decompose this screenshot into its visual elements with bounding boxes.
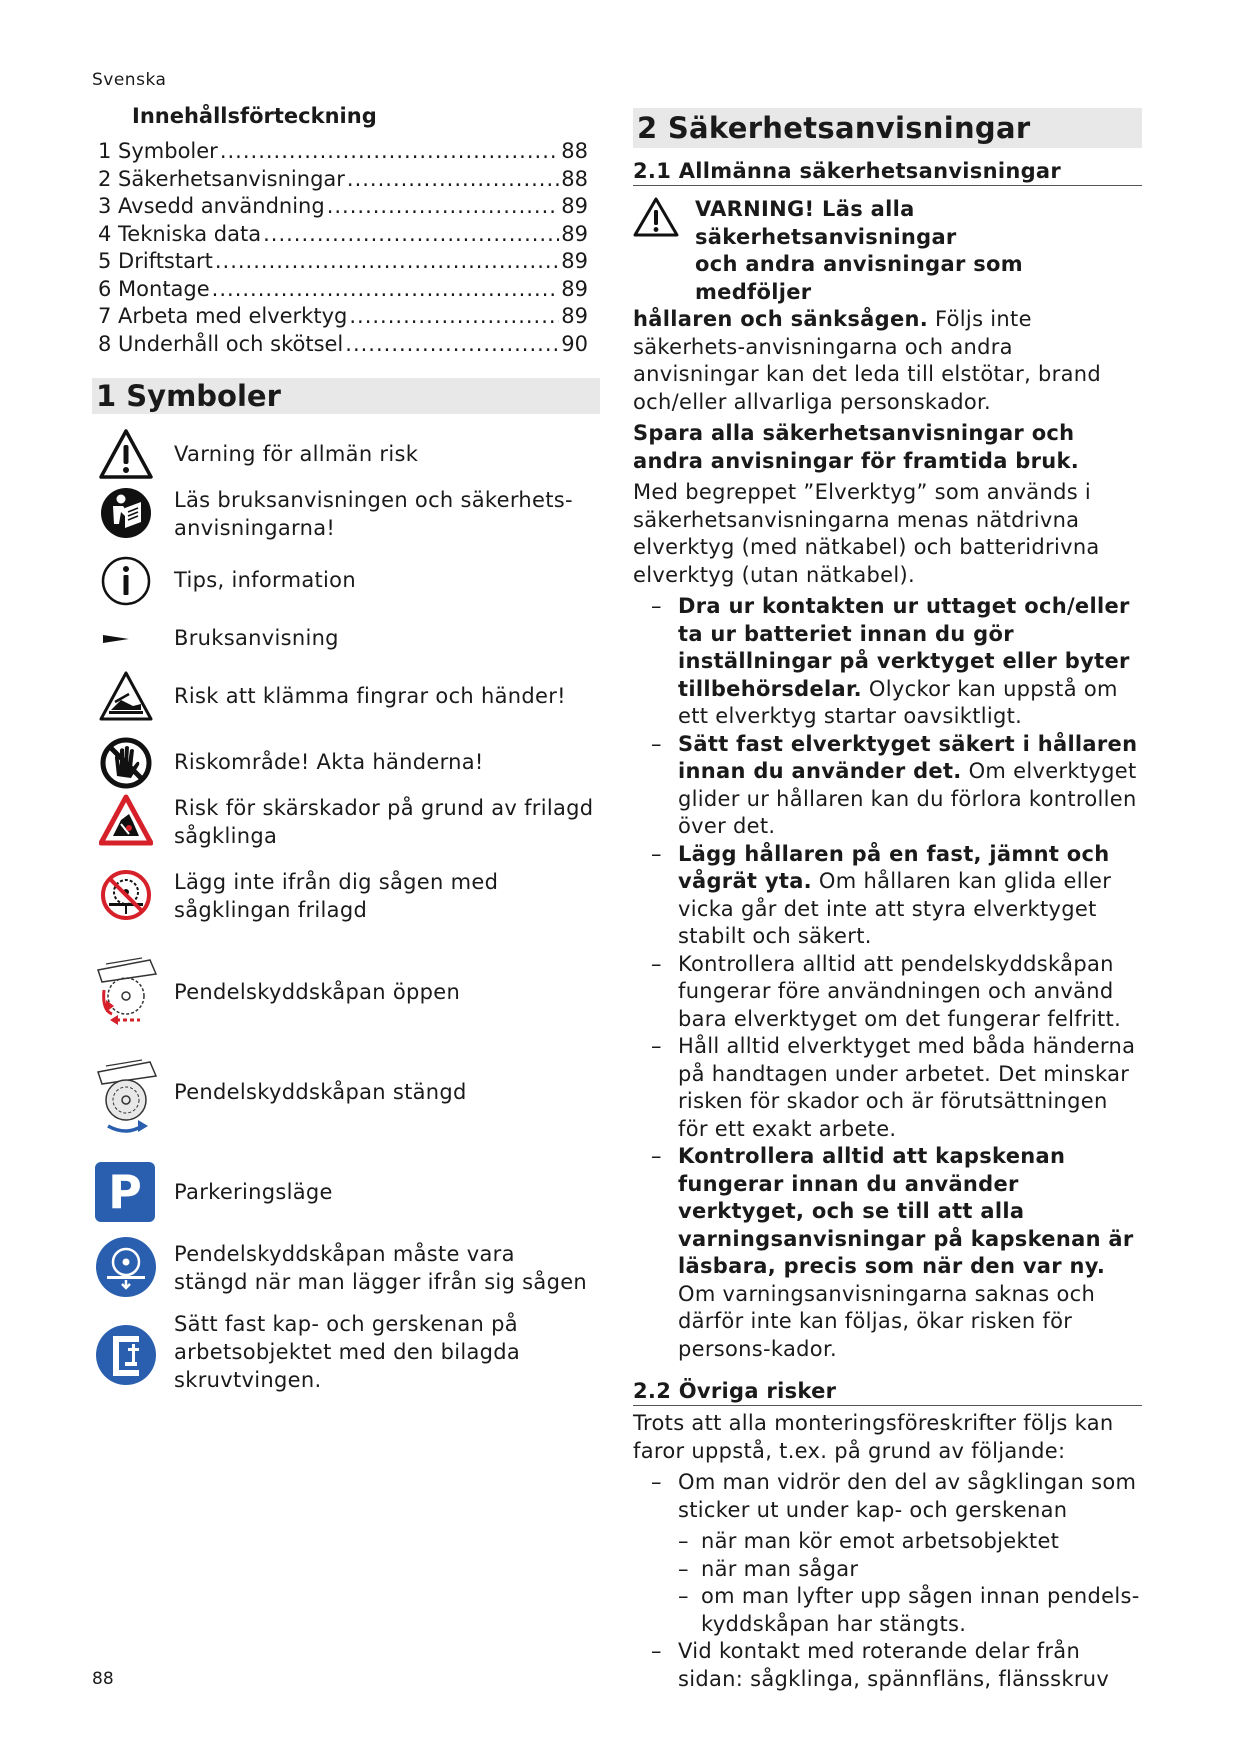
- warning-triangle-icon: [99, 428, 153, 482]
- right-column: [633, 108, 1142, 1693]
- page-number: 88: [92, 1669, 114, 1689]
- symbol-text: Sätt fast kap- och gerskenan på arbetsobjektet med den bilagda skruvtvingen.: [174, 1312, 521, 1392]
- warning-line-2: och andra anvisningar som medföljer: [695, 252, 1023, 304]
- symbol-text: Risk för skärskador på grund av frilagd sågklinga: [174, 796, 594, 848]
- safety-item: – Lägg hållaren på en fast, jämnt och vågrät yta. Om hållaren kan glida eller vicka går det inte att styra elverktyget stabilt och säkert.: [651, 841, 1112, 948]
- symbols-heading: 1 Symboler: [92, 378, 600, 414]
- warning-block: [633, 196, 1142, 416]
- symbol-text: Varning för allmän risk: [174, 442, 419, 466]
- clamp-mandatory-icon: [95, 1324, 157, 1386]
- toc-leader: [215, 248, 559, 276]
- toc-leader: [212, 276, 560, 304]
- other-risk-subitem: – när man sågar: [678, 1556, 859, 1581]
- guard-closed-mandatory-icon: [95, 1236, 157, 1298]
- toc-entry-label: 8 Underhåll och skötsel: [98, 331, 344, 356]
- safety-heading: 2 Säkerhetsanvisningar: [633, 108, 1142, 148]
- symbol-text: Riskområde! Akta händerna!: [174, 750, 484, 774]
- general-safety-heading: 2.1 Allmänna säkerhetsanvisningar: [633, 155, 1142, 186]
- symbol-list: [92, 414, 600, 1414]
- toc-leader: [263, 221, 559, 249]
- toc-entry-label: 4 Tekniska data: [98, 221, 262, 246]
- toc-entry-label: 2 Säkerhetsanvisningar: [98, 166, 345, 191]
- guard-closed-icon: [92, 1054, 162, 1142]
- parking-icon: P: [95, 1162, 155, 1222]
- other-risk-item: – Vid kontakt med roterande delar från sidan: sågklinga, spännfläns, flänsskruv: [651, 1639, 1110, 1691]
- other-risks-intro: Trots att alla monteringsföreskrifter följs kan faror uppstå, t.ex. på grund av följande:: [633, 1411, 1114, 1463]
- toc-entry-page: 89: [561, 276, 588, 301]
- toc-entry-label: 7 Arbeta med elverktyg: [98, 304, 348, 328]
- warning-line-1: VARNING! Läs alla säkerhetsanvisningar: [695, 197, 957, 249]
- other-risk-subitem: – när man kör emot arbetsobjektet: [678, 1529, 1060, 1553]
- other-risk-item: – Om man vidrör den del av sågklingan som sticker ut under kap- och gerskenan: [651, 1470, 1137, 1522]
- symbol-text: Parkeringsläge: [174, 1180, 333, 1204]
- guard-open-icon: [92, 954, 162, 1034]
- toc-entry-page: 89: [561, 304, 588, 328]
- toc-entry[interactable]: [98, 138, 588, 166]
- toc-leader: [349, 303, 559, 331]
- toc-entry-page: 90: [561, 331, 588, 356]
- toc-entry[interactable]: [98, 193, 588, 221]
- hands-prohibited-icon: [99, 736, 153, 790]
- left-column: [92, 104, 600, 1414]
- toc-entry[interactable]: [98, 166, 588, 194]
- symbol-text: Tips, information: [174, 568, 356, 592]
- toc-entry-label: 5 Driftstart: [98, 249, 213, 273]
- toc-leader: [345, 331, 559, 359]
- info-icon: [99, 554, 153, 608]
- toc-leader: [220, 138, 559, 166]
- language-label: Svenska: [92, 70, 167, 90]
- toc-leader: [327, 193, 560, 221]
- toc-entry-page: 89: [561, 249, 588, 273]
- save-instructions: Spara alla säkerhetsanvisningar och andra anvisningar för framtida bruk.: [633, 421, 1080, 473]
- toc-entry-page: 88: [561, 139, 588, 163]
- symbol-text: Risk att klämma fingrar och händer!: [174, 684, 566, 708]
- toc-list: [92, 138, 600, 358]
- safety-item: – Sätt fast elverktyget säkert i hållaren innan du använder det. Om elverktyget glider ur hållaren kan du förlora kontrollen över det.: [651, 731, 1138, 838]
- safety-item: – Kontrollera alltid att pendelskyddskåpan fungerar före användningen och använd bara elverktyget om det fungerar felfritt.: [651, 951, 1122, 1031]
- toc-entry-page: 89: [561, 194, 588, 218]
- toc-entry[interactable]: [98, 276, 588, 304]
- pinch-hazard-icon: [99, 670, 153, 724]
- safety-item: – Kontrollera alltid att kapskenan fungerar innan du använder verktyget, och se till att alla varningsanvisningar på kapskenan är läsbara, precis som när den var ny. Om varningsanvisningarna saknas och därför inte kan följas, ökar risken för persons-kador.: [651, 1144, 1134, 1361]
- toc-entry[interactable]: [98, 331, 588, 359]
- definition-text: Med begreppet ”Elverktyg” som används i säkerhetsanvisningarna menas nätdrivna elverktyg (med nätkabel) och batteridrivna elverktyg (utan nätkabel).: [633, 480, 1100, 587]
- toc-entry-label: 3 Avsedd användning: [98, 194, 325, 218]
- read-manual-icon: [99, 486, 153, 540]
- instruction-arrow-icon: [99, 612, 153, 666]
- symbol-text: Bruksanvisning: [174, 626, 339, 650]
- symbol-text: Läs bruksanvisningen och säkerhets-anvisningarna!: [174, 488, 573, 540]
- toc-leader: [347, 166, 559, 194]
- warning-triangle-icon: [633, 196, 679, 238]
- safety-list: [633, 593, 1142, 1363]
- symbol-text: Pendelskyddskåpan stängd: [174, 1080, 467, 1104]
- symbol-text: Pendelskyddskåpan öppen: [174, 980, 461, 1004]
- cut-hazard-icon: [99, 794, 153, 848]
- toc-title: Innehållsförteckning: [132, 104, 377, 128]
- toc-entry-label: 6 Montage: [98, 276, 210, 301]
- symbol-text: Pendelskyddskåpan måste vara stängd när man lägger ifrån sig sågen: [174, 1242, 588, 1294]
- warning-text: Följs inte säkerhets-anvisningarna och andra anvisningar kan det leda till elstötar, brand och/eller allvarliga personskador.: [633, 307, 1102, 414]
- toc-entry[interactable]: [98, 303, 588, 331]
- toc-entry-page: 88: [561, 166, 588, 191]
- warning-line-3: hållaren och sänksågen.: [633, 307, 929, 331]
- symbol-text: Lägg inte ifrån dig sågen med sågklingan frilagd: [174, 870, 499, 922]
- toc-entry[interactable]: [98, 221, 588, 249]
- safety-item: – Håll alltid elverktyget med båda händerna på handtagen under arbetet. Det minskar risken för skador och är förutsättningen för ett exakt arbete.: [651, 1034, 1136, 1141]
- toc-entry-label: 1 Symboler: [98, 139, 218, 163]
- other-risks-heading: 2.2 Övriga risker: [633, 1375, 1142, 1406]
- other-risk-subitem: – om man lyfter upp sågen innan pendels-kyddskåpan har stängts.: [678, 1584, 1140, 1636]
- toc-entry[interactable]: [98, 248, 588, 276]
- safety-item: – Dra ur kontakten ur uttaget och/eller ta ur batteriet innan du gör inställningar på verktyget eller byter tillbehörsdelar. Olyckor kan uppstå om ett elverktyg startar oavsiktligt.: [651, 594, 1130, 728]
- toc-entry-page: 89: [561, 221, 588, 246]
- exposed-blade-prohibited-icon: [99, 868, 153, 922]
